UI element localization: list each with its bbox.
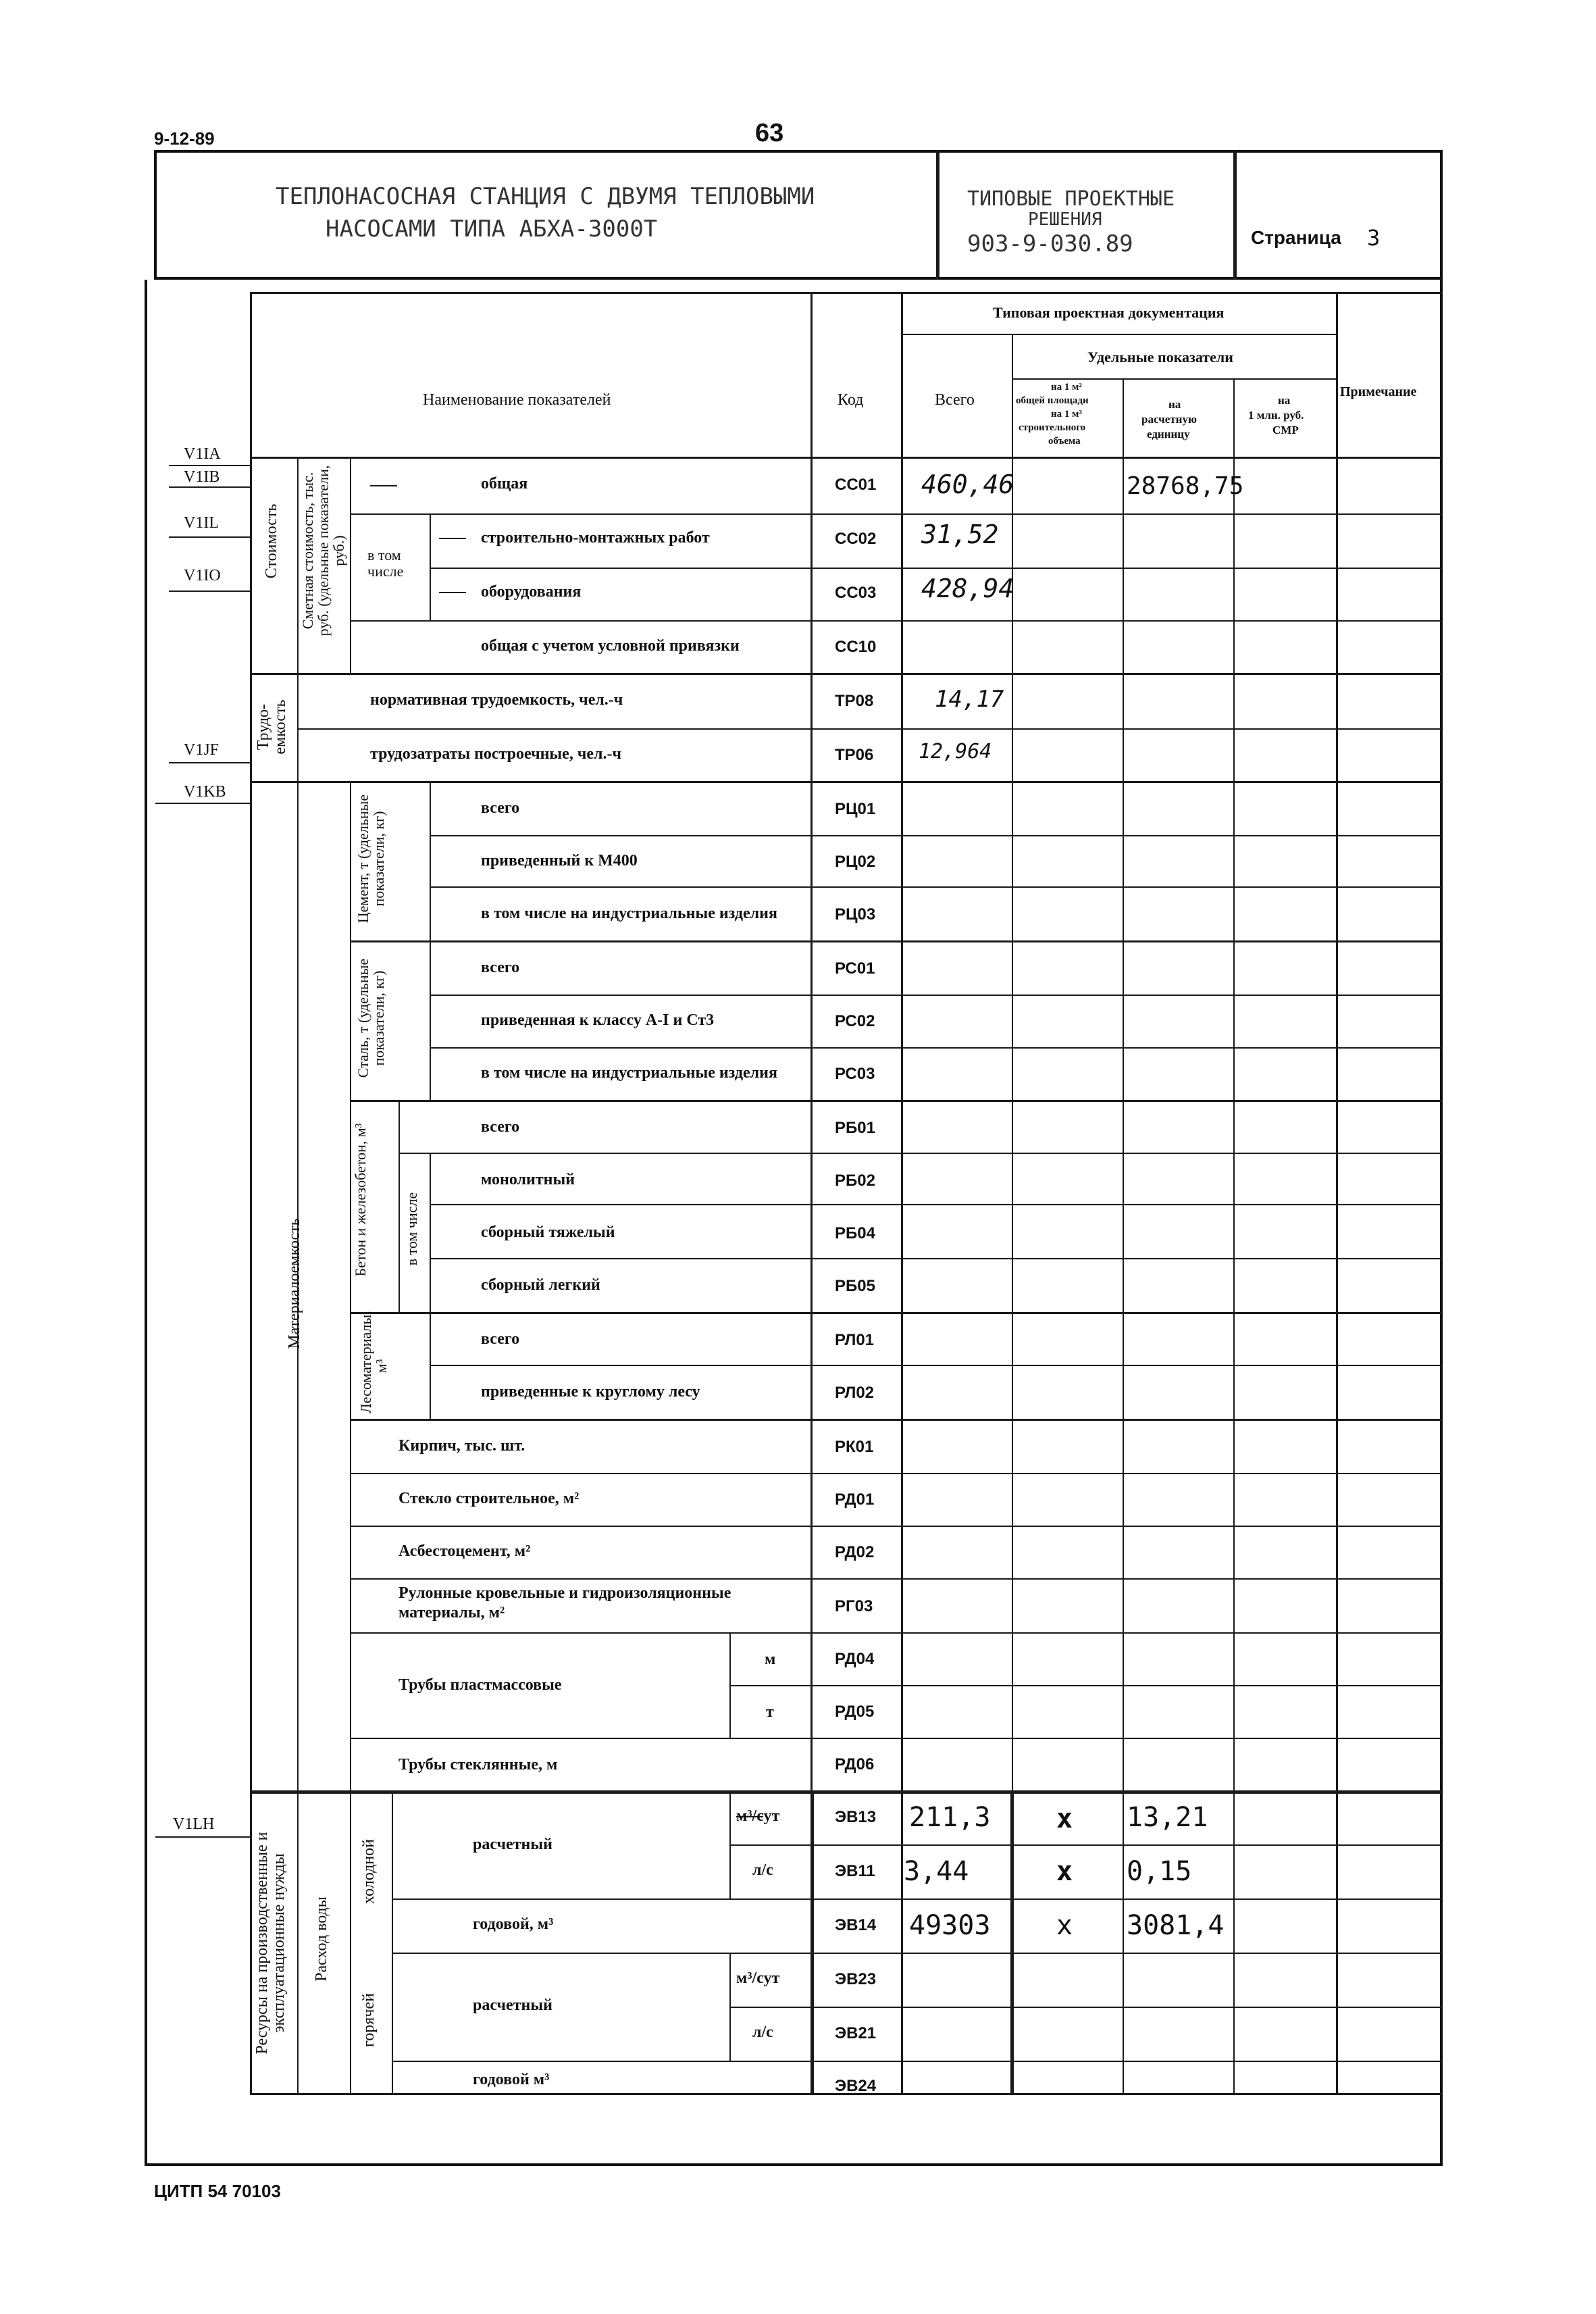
title-block — [154, 150, 1443, 280]
group-steel-label: Сталь, т (удельные показатели, кг) — [355, 958, 388, 1078]
code-eb24: ЭВ24 — [835, 2077, 877, 2095]
title-line-2: НАСОСАМИ ТИПА АБХА-3000Т — [326, 216, 658, 243]
row-name-rd06: Трубы стеклянные, м — [398, 1756, 558, 1774]
value-eb14-unit: 3081,4 — [1127, 1910, 1225, 1941]
group-timber-label: Лесоматериалы, м³ — [357, 1311, 390, 1413]
header-code: Код — [838, 391, 864, 409]
row-name-rb04: сборный тяжелый — [481, 1224, 615, 1241]
group-cold-label: холодной — [360, 1839, 378, 1904]
side-code-b: V1IB — [184, 468, 220, 486]
code-pc01: РС01 — [835, 959, 875, 978]
row-name-rb05: сборный легкий — [481, 1276, 600, 1294]
value-eb13-area: x — [1056, 1803, 1073, 1834]
standard-line-1: ТИПОВЫЕ ПРОЕКТНЫЕ — [967, 187, 1175, 211]
footer-code: ЦИТП 54 70103 — [154, 2181, 281, 2201]
code-rc03: РЦ03 — [835, 905, 876, 924]
code-rk01: РК01 — [835, 1438, 874, 1456]
row-name-tp06: трудозатраты построечные, чел.-ч — [370, 745, 621, 763]
row-name-cc01: общая — [481, 475, 528, 493]
header-area-2: общей площади — [1016, 395, 1089, 406]
cost-incl-label-1: в том числе — [367, 547, 404, 580]
header-unit-2: расчетную — [1141, 413, 1197, 426]
row-unit-rd04: м — [765, 1651, 776, 1668]
row-name-rc02: приведенный к М400 — [481, 852, 638, 870]
code-rd04: РД04 — [835, 1650, 875, 1668]
title-line-1: ТЕПЛОНАСОСНАЯ СТАНЦИЯ С ДВУМЯ ТЕПЛОВЫМИ — [276, 183, 815, 210]
code-rb02: РБ02 — [835, 1172, 875, 1190]
header-name: Наименование показателей — [423, 391, 611, 409]
header-unit-1: на — [1168, 398, 1181, 411]
row-name-pc01: всего — [481, 959, 520, 976]
row-unit-rd05: т — [766, 1703, 774, 1721]
row-name-tp08: нормативная трудоемкость, чел.-ч — [370, 691, 623, 709]
header-note: Примечание — [1340, 384, 1417, 399]
group-concrete-label: Бетон и железобетон, м³ — [352, 1123, 369, 1277]
value-cc03-total: 428,94 — [921, 574, 1014, 603]
code-cc03: СС03 — [835, 584, 877, 602]
header-mln-1: на — [1278, 394, 1291, 407]
row-name-pc03: в том числе на индустриальные изделия — [481, 1064, 777, 1082]
code-rb04: РБ04 — [835, 1224, 875, 1242]
row-name-rd02: Асбестоцемент, м² — [398, 1542, 531, 1560]
row-unit-eb23: м³/сут — [736, 1969, 780, 1987]
value-eb13-total: 211,3 — [909, 1802, 991, 1833]
row-name-eb24: годовой м³ — [473, 2071, 550, 2088]
code-cc01: СС01 — [835, 476, 877, 494]
value-tp08-total: 14,17 — [935, 686, 1004, 713]
row-name-rc03: в том числе на индустриальные изделия — [481, 905, 777, 922]
code-eb21: ЭВ21 — [835, 2024, 877, 2042]
value-eb11-total: 3,44 — [904, 1856, 969, 1887]
code-rd01: РД01 — [835, 1490, 875, 1509]
row-name-rg03: Рулонные кровельные и гидроизоляционные материалы, м² — [398, 1584, 731, 1621]
row-name-cc10: общая с учетом условной привязки — [481, 637, 740, 655]
row-name-eb14: годовой, м³ — [473, 1915, 554, 1933]
code-tp08: ТР08 — [835, 692, 874, 710]
value-cc02-total: 31,52 — [921, 520, 999, 549]
code-pc02: РС02 — [835, 1012, 875, 1030]
row-name-rk01: Кирпич, тыс. шт. — [398, 1437, 525, 1455]
group-hot-label: горячей — [360, 1993, 378, 2047]
code-rd05: РД05 — [835, 1703, 875, 1721]
row-unit-eb11: л/с — [752, 1861, 773, 1879]
header-area-1: на 1 м² — [1051, 382, 1082, 393]
code-eb11: ЭВ11 — [835, 1862, 875, 1880]
group-water-label: Расход воды — [313, 1896, 330, 1982]
code-rl02: РЛ02 — [835, 1384, 875, 1402]
standard-number: 903-9-030.89 — [967, 230, 1133, 257]
header-unit-3: единицу — [1147, 428, 1190, 441]
side-code-a: V1IA — [184, 445, 221, 463]
row-name-cc02: строительно-монтажных работ — [481, 529, 710, 547]
row-name-rl02: приведенные к круглому лесу — [481, 1383, 700, 1401]
value-eb13-unit: 13,21 — [1127, 1802, 1208, 1833]
value-cc01-total: 460,46 — [921, 470, 1014, 499]
group-cost-sub-label: Сметная стоимость, тыс. руб. (удельные показатели, руб.) — [299, 465, 348, 636]
row-name-eb13: расчетный — [473, 1836, 552, 1853]
side-code-lh: V1LH — [173, 1815, 215, 1833]
row-name-cc03: оборудования — [481, 583, 582, 601]
code-rg03: РГ03 — [835, 1597, 873, 1615]
page-number: 63 — [755, 119, 784, 147]
code-rl01: РЛ01 — [835, 1331, 875, 1349]
row-name-eb23: расчетный — [473, 1996, 552, 2014]
code-eb23: ЭВ23 — [835, 1970, 877, 1988]
row-name-rd04: Трубы пластмассовые — [398, 1676, 562, 1694]
side-code-jf: V1JF — [184, 741, 220, 759]
page-label: Страница — [1251, 227, 1341, 248]
side-code-o: V1IO — [184, 567, 221, 584]
header-area-3: на 1 м³ — [1051, 409, 1082, 420]
group-cement-label: Цемент, т (удельные показатели, кг) — [355, 794, 388, 924]
header-total: Всего — [935, 391, 975, 409]
value-eb14-total: 49303 — [909, 1910, 991, 1941]
concrete-incl-label: в том числе — [403, 1192, 420, 1266]
code-rc01: РЦ01 — [835, 800, 876, 818]
header-unit: Удельные показатели — [1087, 349, 1233, 366]
code-tp06: ТР06 — [835, 746, 874, 764]
value-eb11-area: x — [1056, 1856, 1073, 1887]
header-mln-2: 1 млн. руб. — [1248, 409, 1304, 422]
row-unit-eb13: м³/сут — [736, 1807, 780, 1825]
code-rc02: РЦ02 — [835, 853, 876, 871]
standard-line-2: РЕШЕНИЯ — [1028, 209, 1102, 230]
code-cc10: СС10 — [835, 638, 877, 656]
code-eb13: ЭВ13 — [835, 1808, 877, 1826]
header-area-4: строительного — [1019, 422, 1086, 433]
side-code-kb: V1KB — [184, 783, 226, 801]
code-eb14: ЭВ14 — [835, 1916, 877, 1934]
row-name-rb02: монолитный — [481, 1171, 575, 1188]
code-rb05: РБ05 — [835, 1277, 875, 1295]
row-unit-eb21: л/с — [752, 2023, 773, 2041]
row-name-rl01: всего — [481, 1330, 520, 1348]
value-cc01-unit: 28768,75 — [1127, 472, 1244, 500]
row-name-rb01: всего — [481, 1118, 520, 1136]
value-eb11-unit: 0,15 — [1127, 1856, 1192, 1887]
group-material-label: Материалоемкость — [286, 1218, 303, 1349]
code-rb01: РБ01 — [835, 1119, 875, 1137]
row-name-rc01: всего — [481, 799, 520, 817]
header-area-5: объема — [1048, 436, 1081, 447]
code-cc02: СС02 — [835, 530, 877, 548]
code-rd06: РД06 — [835, 1755, 875, 1774]
header-tpd: Типовая проектная документация — [993, 304, 1225, 321]
row-name-pc02: приведенная к классу А-I и Ст3 — [481, 1011, 715, 1029]
side-code-l: V1IL — [184, 514, 219, 532]
value-eb14-area: x — [1056, 1910, 1073, 1941]
page-value: 3 — [1367, 225, 1381, 251]
code-rd02: РД02 — [835, 1543, 875, 1561]
doc-code: 9-12-89 — [154, 128, 215, 149]
value-tp06-total: 12,964 — [919, 740, 992, 763]
group-cost-label: Стоимость — [263, 503, 280, 579]
header-mln-3: СМР — [1272, 424, 1299, 436]
group-resources-label: Ресурсы на производственные и эксплуатационные нужды — [253, 1832, 288, 2055]
group-labor-label: Трудо-емкость — [255, 699, 290, 755]
code-pc03: РС03 — [835, 1065, 875, 1083]
row-name-rd01: Стекло строительное, м² — [398, 1490, 580, 1507]
